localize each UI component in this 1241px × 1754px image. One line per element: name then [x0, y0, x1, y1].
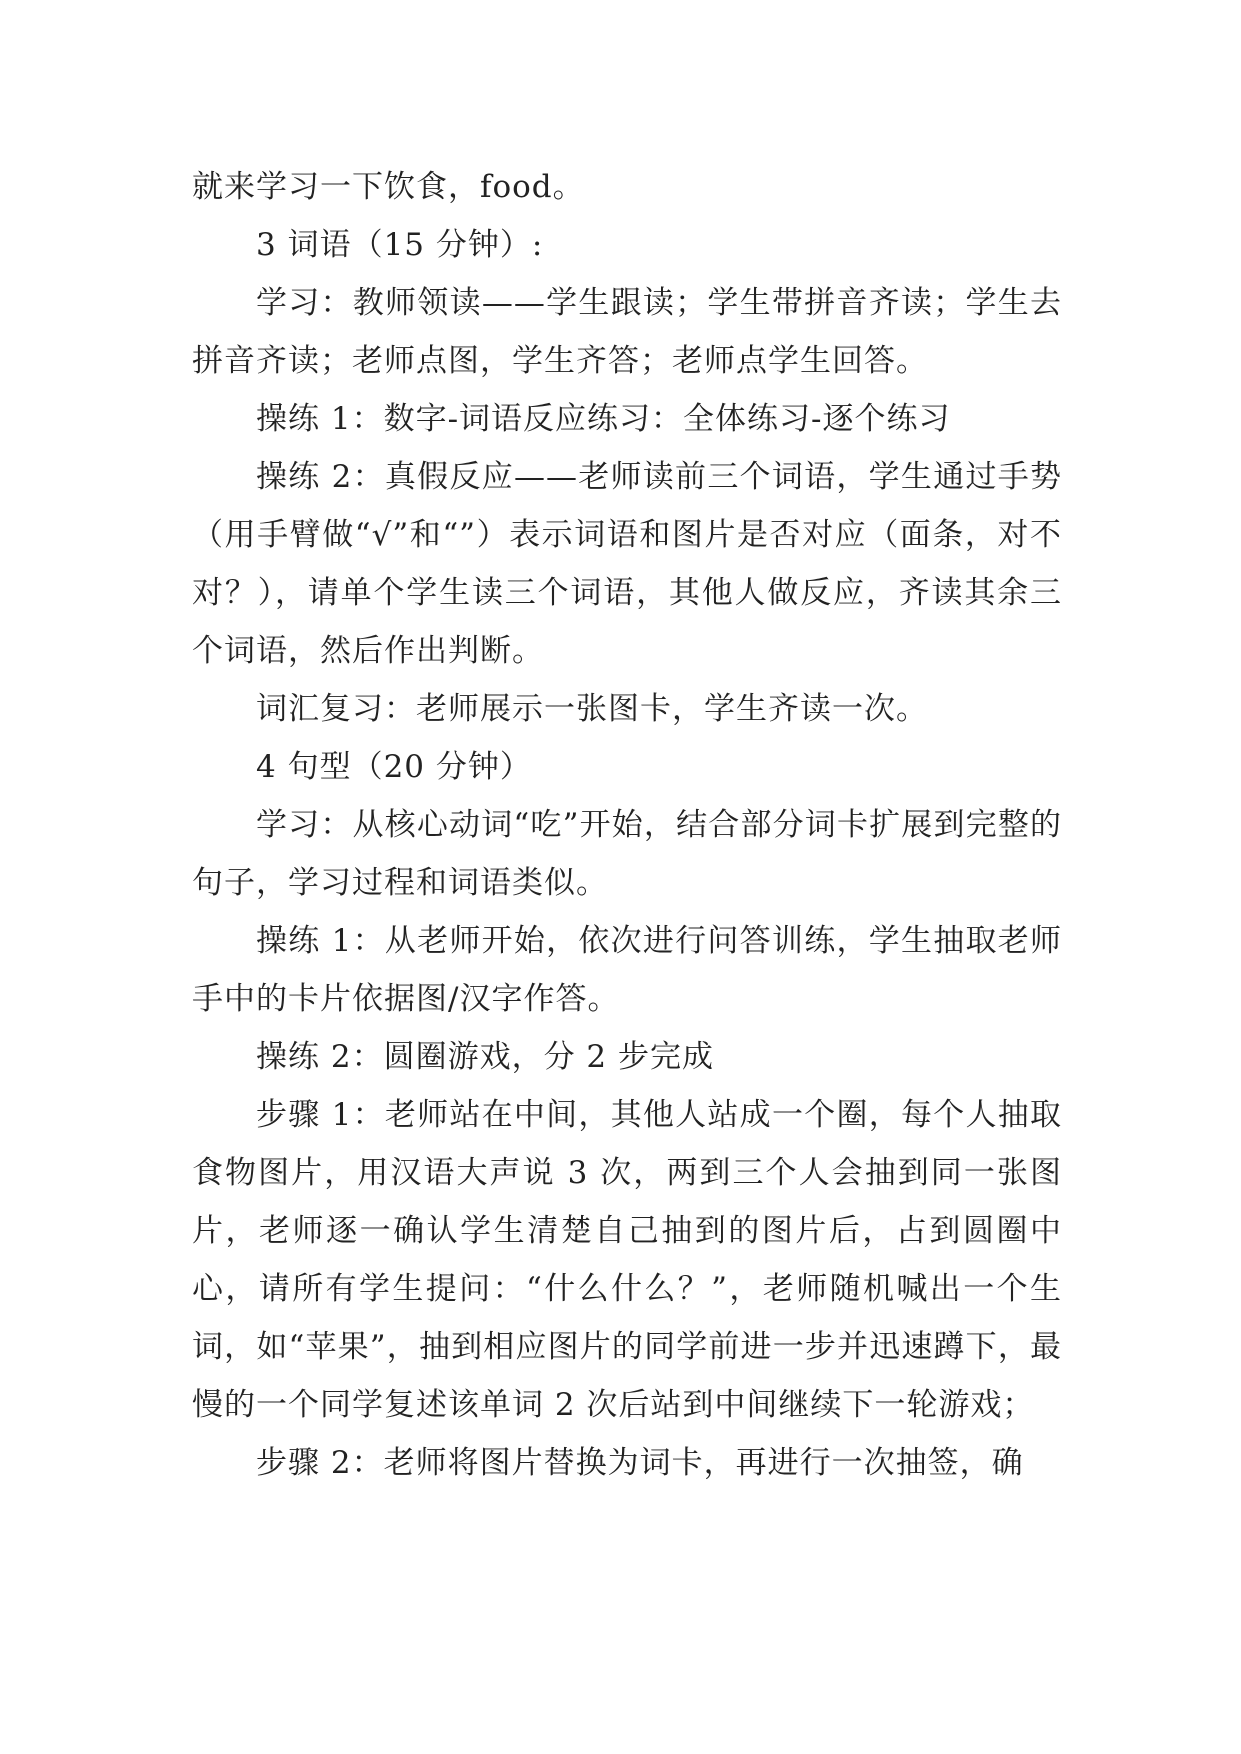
paragraph-step-1: 步骤 1：老师站在中间，其他人站成一个圈，每个人抽取食物图片，用汉语大声说 3 次，两到三个人会抽到同一张图片，老师逐一确认学生清楚自己抽到的图片后，占到圆圈中心，请所有学生提问：“什么什么？”，老师随机喊出一个生词，如“苹果”，抽到相应图片的同学前进一步并迅速蹲下，最慢的一个同学复述该单词 2 次后站到中间继续下一轮游戏； [192, 1097, 1062, 1423]
paragraph-sentence-drill-2: 操练 2：圆圈游戏，分 2 步完成 [256, 1039, 715, 1075]
section-heading-vocabulary: 3 词语（15 分钟）: [256, 227, 544, 263]
paragraph-continuation: 就来学习一下饮食，food。 [192, 169, 585, 205]
paragraph-vocabulary-drill-2: 操练 2：真假反应——老师读前三个词语，学生通过手势（用手臂做“√”和“”）表示词语和图片是否对应（面条，对不对？），请单个学生读三个词语，其他人做反应，齐读其余三个词语，然后作出判断。 [192, 459, 1062, 669]
paragraph-sentence-study: 学习：从核心动词“吃”开始，结合部分词卡扩展到完整的句子，学习过程和词语类似。 [192, 807, 1062, 901]
section-heading-sentence-patterns: 4 句型（20 分钟） [256, 749, 532, 785]
paragraph-vocabulary-study: 学习：教师领读——学生跟读；学生带拼音齐读；学生去拼音齐读；老师点图，学生齐答；老师点学生回答。 [192, 285, 1062, 379]
paragraph-vocabulary-drill-1: 操练 1：数字-词语反应练习：全体练习-逐个练习 [256, 401, 951, 437]
paragraph-sentence-drill-1: 操练 1：从老师开始，依次进行问答训练，学生抽取老师手中的卡片依据图/汉字作答。 [192, 923, 1062, 1017]
paragraph-step-2: 步骤 2：老师将图片替换为词卡，再进行一次抽签，确 [256, 1445, 1024, 1481]
paragraph-vocabulary-review: 词汇复习：老师展示一张图卡，学生齐读一次。 [256, 691, 928, 727]
document-body [192, 158, 1062, 1492]
